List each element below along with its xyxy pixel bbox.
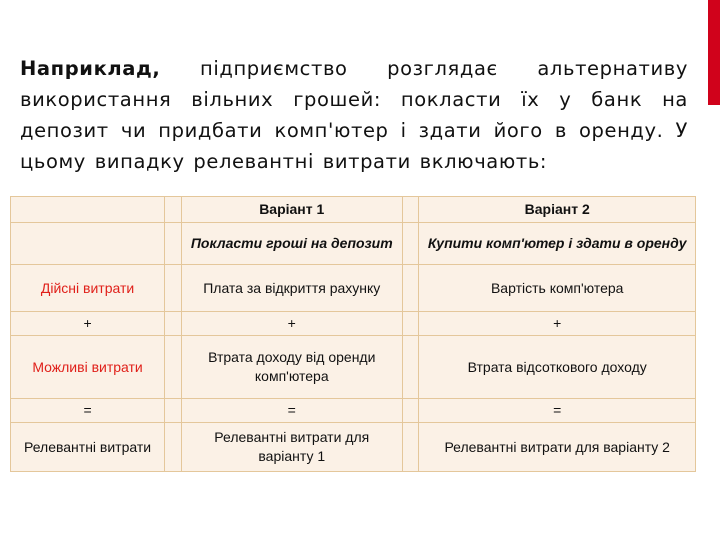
equals-sign: =: [181, 399, 402, 423]
equals-sign: =: [11, 399, 165, 423]
spacer-cell: [402, 197, 419, 223]
plus-sign: +: [11, 312, 165, 336]
plus-sign: +: [181, 312, 402, 336]
header-option2: Варіант 2: [419, 197, 696, 223]
row-label-relevant-costs: Релевантні витрати: [11, 423, 165, 472]
equals-sign: =: [419, 399, 696, 423]
spacer-cell: [165, 223, 182, 265]
spacer-cell: [402, 265, 419, 312]
spacer-cell: [402, 336, 419, 399]
spacer-cell: [402, 312, 419, 336]
spacer-cell: [165, 423, 182, 472]
spacer-cell: [402, 399, 419, 423]
spacer-cell: [165, 265, 182, 312]
spacer-cell: [165, 336, 182, 399]
empty-cell: [11, 197, 165, 223]
table-row: [11, 312, 696, 336]
accent-bar: [708, 0, 720, 105]
table-row: [11, 197, 696, 223]
spacer-cell: [165, 399, 182, 423]
relevant-cost-option1: Релевантні витрати для варіанту 1: [181, 423, 402, 472]
costs-table: [10, 196, 696, 472]
actual-cost-option2: Вартість комп'ютера: [419, 265, 696, 312]
subheader-option1: Покласти гроші на депозит: [181, 223, 402, 265]
subheader-option2: Купити комп'ютер і здати в оренду: [419, 223, 696, 265]
intro-lead: Наприклад,: [20, 56, 161, 80]
table-row: [11, 223, 696, 265]
header-option1: Варіант 1: [181, 197, 402, 223]
spacer-cell: [402, 423, 419, 472]
opportunity-cost-option1: Втрата доходу від оренди комп'ютера: [181, 336, 402, 399]
intro-text: підприємство розглядає альтернативу використання вільних грошей: покласти їх у банк на депозит чи придбати комп'ютер і здати його в оренду. У цьому випадку релевантні витрати включають:: [20, 56, 688, 173]
table-row: [11, 336, 696, 399]
empty-cell: [11, 223, 165, 265]
intro-paragraph: [20, 53, 688, 177]
spacer-cell: [165, 197, 182, 223]
relevant-cost-option2: Релевантні витрати для варіанту 2: [419, 423, 696, 472]
plus-sign: +: [419, 312, 696, 336]
table-row: [11, 399, 696, 423]
table-row: [11, 423, 696, 472]
table-row: [11, 265, 696, 312]
spacer-cell: [402, 223, 419, 265]
opportunity-cost-option2: Втрата відсоткового доходу: [419, 336, 696, 399]
row-label-opportunity-costs: Можливі витрати: [11, 336, 165, 399]
row-label-actual-costs: Дійсні витрати: [11, 265, 165, 312]
spacer-cell: [165, 312, 182, 336]
actual-cost-option1: Плата за відкриття рахунку: [181, 265, 402, 312]
